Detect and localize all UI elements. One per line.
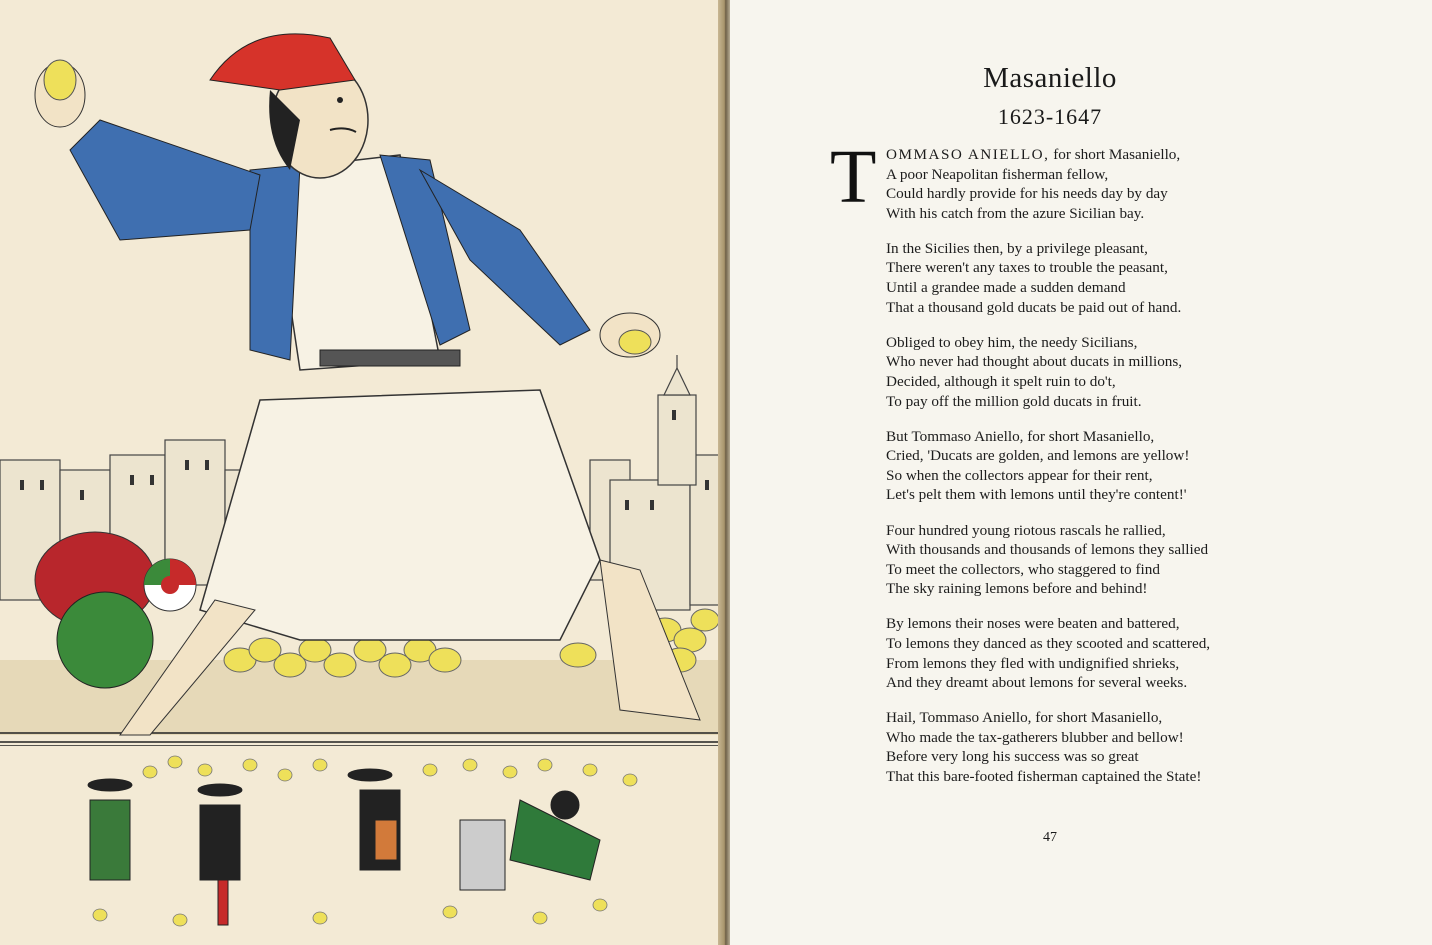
poem-line: To pay off the million gold ducats in fruit. (886, 392, 1142, 410)
page-number: 47 (1043, 830, 1057, 845)
stanza (886, 708, 1316, 786)
poem-line: Four hundred young riotous rascals he rallied, (886, 521, 1166, 539)
poem-line: That a thousand gold ducats be paid out of hand. (886, 298, 1182, 316)
poem-line: Decided, although it spelt ruin to do't, (886, 372, 1116, 390)
poem-line: A poor Neapolitan fisherman fellow, (886, 165, 1109, 183)
poem-body (886, 145, 1316, 802)
poem-line: From lemons they fled with undignified shrieks, (886, 654, 1180, 672)
poem-line: Before very long his success was so great (886, 748, 1139, 766)
poem-line: To lemons they danced as they scooted and scattered, (886, 634, 1211, 652)
poem-title: Masaniello (983, 62, 1117, 94)
drop-cap: T (830, 135, 877, 219)
poem-line: Until a grandee made a sudden demand (886, 279, 1126, 297)
poem-line: Could hardly provide for his needs day by day (886, 185, 1168, 203)
stanza (886, 521, 1316, 599)
poem-line: Let's pelt them with lemons until they're content!' (886, 486, 1187, 504)
poem-line: Cried, 'Ducats are golden, and lemons are yellow! (886, 447, 1190, 465)
opening-smallcaps: OMMASO ANIELLO, (886, 146, 1050, 163)
poem-line: With his catch from the azure Sicilian bay. (886, 204, 1145, 222)
poem-line: Obliged to obey him, the needy Sicilians, (886, 333, 1138, 351)
poem-line: There weren't any taxes to trouble the peasant, (886, 259, 1168, 277)
poem-line: By lemons their noses were beaten and battered, (886, 615, 1180, 633)
poem-line: Hail, Tommaso Aniello, for short Masaniello, (886, 709, 1163, 727)
stanza (886, 614, 1316, 692)
poem-line: And they dreamt about lemons for several weeks. (886, 674, 1188, 692)
poem-line: The sky raining lemons before and behind! (886, 580, 1148, 598)
opening-line-rest: for short Masaniello, (1049, 146, 1181, 163)
poem-line: Who made the tax-gatherers blubber and bellow! (886, 728, 1184, 746)
poem-line: Who never had thought about ducats in millions, (886, 353, 1183, 371)
stanza (886, 239, 1316, 317)
poem-line: To meet the collectors, who staggered to find (886, 560, 1160, 578)
stanza (886, 427, 1316, 505)
poem-line: With thousands and thousands of lemons they sallied (886, 541, 1209, 559)
stanza (886, 333, 1316, 411)
poem-line (886, 145, 1316, 165)
poem-line: So when the collectors appear for their rent, (886, 466, 1153, 484)
poem-dates: 1623-1647 (997, 104, 1103, 129)
poem-line: That this bare-footed fisherman captained the State! (886, 768, 1202, 786)
poem-line: In the Sicilies then, by a privilege pleasant, (886, 239, 1148, 257)
stanza (886, 145, 1316, 223)
poem-line: But Tommaso Aniello, for short Masaniello, (886, 427, 1155, 445)
